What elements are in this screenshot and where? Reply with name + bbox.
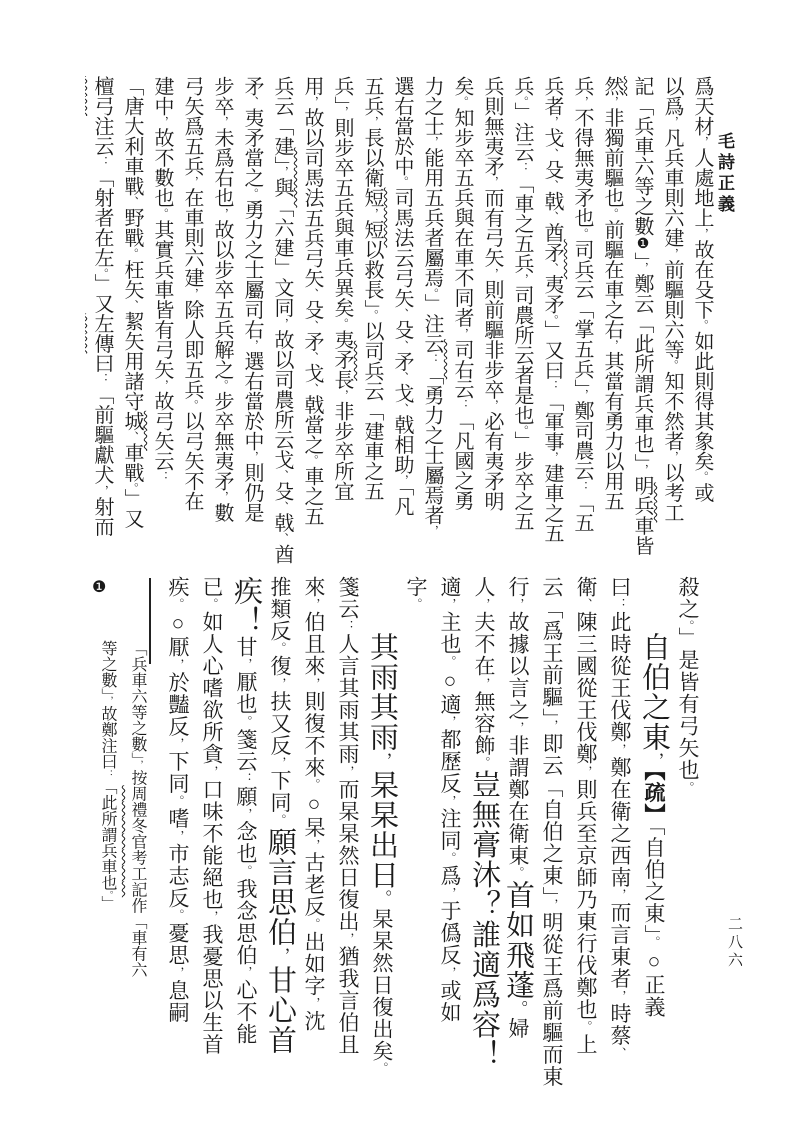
text-segment: 兵。」注云：「車之五兵，司農所云者是也。」步卒之五 [511,76,533,531]
text-segment: 字。 [404,576,428,612]
text-segment: 甘，厭也。箋云：願，念也。我念思伯，心不能 [234,636,258,1046]
text-segment: 已。如人心嗜欲所貪，口味不能絕也，我憂思以生首 [200,576,224,1056]
text-segment: 然，非獨前驅也。前驅在車之右，其當有勇力以用五 [601,76,623,511]
text-segment: 兵則無夷矛，而有弓矢，則前驅非步卒，必有夷矛明 [481,76,503,511]
book-title-mark: 檀弓 [91,76,113,116]
text-segment: 建中，故不數也。其實兵車皆有弓矢，故 [151,76,173,411]
text-segment: 殺之。」是皆有弓矢也。 [676,576,700,795]
text-segment: 其雨其雨，杲杲出日。 [366,632,398,908]
text-segment: 適，主也。○適，都歷反，注同。爲，于僞反，或如 [438,576,462,1024]
text-segment: 「兵車六等之數」，按 [129,640,146,786]
text-segment: 兵」，則步卒五兵與車兵異矣。夷矛長，非步卒所宜 [331,76,353,501]
text-segment: 箋云：人言其雨其雨，而杲杲然日復出，猶我言伯且 [336,576,360,1056]
text-segment: 兵云「建」，與「六建」文同，故以司農所云戈、殳、戟、酋 [271,76,293,565]
text-segment: 步卒，未爲右也，故以步卒五兵解之。步卒無夷矛，數 [211,76,233,523]
book-title-mark: 記 [631,76,653,96]
book-title-mark: 司右 [451,339,473,380]
text-segment: 願言思伯，甘心首 [264,826,296,1055]
text-segment: 「兵車六等之數 [631,96,653,236]
book-title-mark: 司馬法 [391,187,413,248]
text-segment: 疾！ [230,576,262,636]
poem-commentary-block [159,576,705,1092]
text-segment: 矛、夷矛當之。勇力之士屬司右，選右當於中，則仍是 [241,76,263,523]
text-segment: 云「掌五兵」，鄭司農云：「五 [571,279,593,533]
text-segment: 衛、陳三國從王伐鄭，則兵至京師乃東行伐鄭也。上 [574,576,598,1056]
text-segment: 等之數」，故鄭注曰：「此所謂兵車也。」 [99,640,116,912]
text-segment: 」，鄭云「此所謂兵車也」，明兵車皆 [631,252,653,556]
book-title-mark: 左傳 [91,313,113,354]
text-segment: 行，故據以言之，非謂鄭在衛東。 [506,576,530,880]
text-segment: 用，故以 [301,76,323,148]
text-segment: 「自伯之東」。○正義 [642,825,666,1019]
text-segment: 云：「凡國之勇 [451,379,473,511]
text-segment: 以爲，凡兵車則六建，前驅則六等。知不然者，以 [661,76,683,483]
text-segment: 杲杲然日復出矣。 [370,907,394,1075]
book-title-mark: 司兵 [571,239,593,280]
top-commentary-block [85,76,717,572]
text-segment: 力之士，能用五兵者屬焉。」注云：「勇力之士屬焉者， [421,76,443,537]
text-segment: 推類反。復，扶又反，下同。 [268,576,292,827]
text-segment: 五兵，長以衛短，短以救長」。以 [361,76,383,341]
text-segment: ❶ [635,236,650,252]
text-segment: 爲天材，人處地上，故在殳下。如此則得其象矣。或 [691,76,713,503]
text-segment: 兵，不得無夷矛也。 [571,76,593,240]
text-segment: 人，夫不在，無容飾。 [472,576,496,770]
text-segment: 疾。○厭，於豔反，下同。嗜，市志反。憂思，息嗣 [166,576,190,1024]
text-segment: 豈無膏沐？誰適爲容！ [468,769,500,1070]
text-segment: 云弓矢、殳、矛、戈、戟相助，「凡 [391,247,413,516]
text-segment: 選右當於中。 [391,76,413,188]
text-segment: 曰：「前驅獻犬，射而 [91,353,113,537]
text-segment: 【疏】 [642,769,666,826]
text-segment: 弓矢爲五兵，在車則六建，除人即五兵。以弓矢不在 [181,76,203,511]
text-segment: 首如飛蓬。 [502,879,534,1018]
text-segment: 矣。知步卒五兵與在車不同者， [451,76,473,340]
text-segment: 注云：「射者在左。」又 [91,116,113,314]
footnote-marker-icon: ❶ [92,579,107,596]
book-title-mark: 考工 [661,482,683,523]
text-segment: 兵者，戈、殳、戟、酋矛、夷矛。」又曰：「軍事，建車之五 [541,76,563,544]
text-segment: 云「建車之五 [361,380,383,501]
text-segment: 「唐大利車戰、野戰。枉矢、絜矢用諸守城、車戰。」又 [121,76,143,529]
text-segment: 五兵弓矢、殳、矛、戈、戟當之。車之五 [301,207,323,526]
footnote-block [80,640,152,1016]
text-segment: 云「爲王前驅」，即云「自伯之東」，明從王爲前驅而東 [540,576,564,1088]
book-title-mark: 司兵 [361,340,383,381]
book-title-mark: 弓矢 [151,410,173,451]
text-segment: 曰：此時從王伐鄭，鄭在衛之西南，而言東者，時蔡、 [608,576,632,1060]
running-title: 毛詩正義 [715,132,734,216]
book-title-mark: 周禮冬官考工記 [129,785,146,898]
text-segment: 婦 [506,1017,530,1040]
text-segment: 來，伯且來，則復不來。○杲，古老反。出如字，沈 [302,576,326,1033]
text-segment: 作「車有六 [129,897,146,978]
text-segment: 云： [151,450,173,483]
text-segment: 自伯之東， [638,632,670,770]
page-number: 二八六 [726,916,742,970]
book-title-mark: 司馬法 [301,147,323,208]
